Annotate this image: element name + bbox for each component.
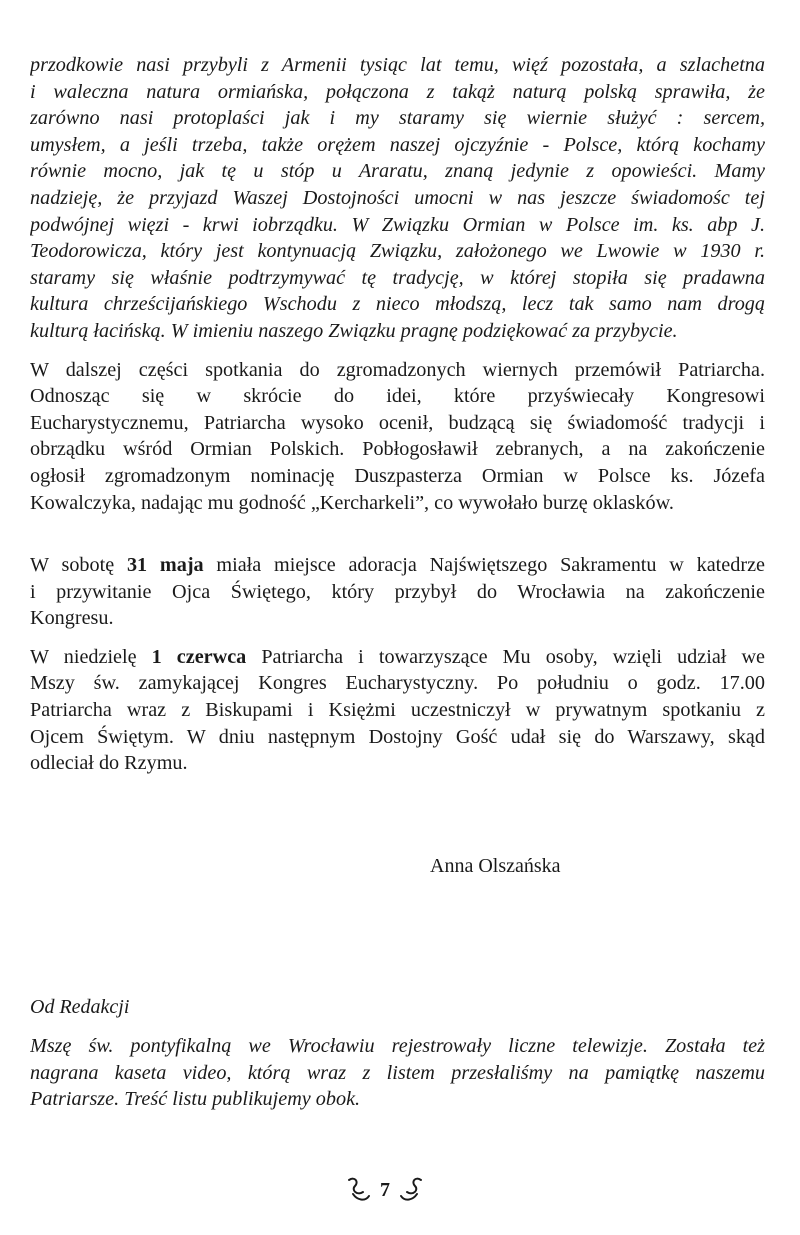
text-line: Mszę św. pontyfikalną we Wrocławiu rejestrowały liczne telewizje. Została też <box>30 1035 765 1057</box>
text-line: Patriarsze. Treść listu publikujemy obok. <box>30 1088 361 1111</box>
text-line: kultura chrześcijańskiego Wschodu z nieco młodszą, lecz tak samo nam drogą <box>30 293 765 316</box>
date-highlight: 1 czerwca <box>151 645 247 668</box>
text-line: Mszy św. zamykającej Kongres Eucharystyczny. Po południu o godz. 17.00 <box>30 672 765 695</box>
article-body <box>30 52 765 777</box>
page-number-ornament <box>345 1172 425 1206</box>
patriarch-speech-paragraph <box>30 357 765 517</box>
text-line: kulturą łacińską. W imieniu naszego Związku pragnę podziękować za przybycie. <box>30 319 678 342</box>
text-line: zarówno nasi protoplaści jak i my staramy się wiernie służyć : sercem, <box>30 107 765 130</box>
text-fragment: W niedzielę <box>30 645 152 668</box>
text-line: obrządku wśród Ormian Polskich. Pobłogosławił zebranych, a na zakończenie <box>30 438 765 461</box>
quoted-speech-paragraph <box>30 52 765 345</box>
text-line: Ojcem Świętym. W dniu następnym Dostojny Gość udał się do Warszawy, skąd <box>30 725 765 748</box>
text-line: Eucharystycznemu, Patriarcha wysoko ocenił, budzącą się świadomość tradycji i <box>30 411 765 434</box>
text-line <box>30 552 765 579</box>
text-line: Patriarcha wraz z Biskupami i Księżmi uczestniczył w prywatnym spotkaniu z <box>30 699 765 722</box>
text-line: przodkowie nasi przybyli z Armenii tysiąc lat temu, więź pozostała, a szlachetna <box>30 54 765 76</box>
date-highlight: 31 maja <box>126 554 204 577</box>
text-line: umysłem, a jeśli trzeba, także orężem naszej ojczyźnie - Polsce, którą kochamy <box>30 133 765 156</box>
editorial-note <box>30 996 765 1113</box>
text-line: Kongresu. <box>30 607 114 630</box>
editorial-heading: Od Redakcji <box>30 996 130 1018</box>
saturday-paragraph <box>30 552 765 632</box>
text-line: Teodorowicza, który jest kontynuacją Związku, założonego we Lwowie w 1930 r. <box>30 240 765 263</box>
editorial-text <box>30 1033 765 1113</box>
text-fragment: Patriarcha i towarzyszące Mu osoby, wzięli udział we <box>246 645 765 668</box>
text-line: nagrana kaseta video, którą wraz z listem przesłaliśmy na pamiątkę naszemu <box>30 1061 765 1084</box>
text-fragment: W sobotę <box>30 554 127 577</box>
text-line: staramy się właśnie podtrzymywać tę tradycję, w której stopiła się pradawna <box>30 266 765 289</box>
text-line: Odnosząc się w skrócie do idei, które przyświecały Kongresowi <box>30 385 765 408</box>
page-number: 7 <box>380 1179 390 1201</box>
text-fragment: miała miejsce adoracja Najświętszego Sakramentu w katedrze <box>203 554 765 577</box>
sunday-paragraph <box>30 644 765 777</box>
text-line: odleciał do Rzymu. <box>30 752 188 775</box>
text-line: równie mocno, jak tę u stóp u Araratu, znaną jedynie z opowieści. Mamy <box>30 160 765 183</box>
text-line: Kowalczyka, nadając mu godność „Kercharkeli”, co wywołało burzę oklasków. <box>30 491 674 514</box>
text-line: podwójnej więzi - krwi iobrządku. W Związku Ormian w Polsce im. ks. abp J. <box>30 213 765 236</box>
text-line: i waleczna natura ormiańska, połączona z takąż naturą polską sprawiła, że <box>30 80 765 103</box>
text-line: i przywitanie Ojca Świętego, który przybył do Wrocławia na zakończenie <box>30 580 765 603</box>
text-line: ogłosił zgromadzonym nominację Duszpasterza Ormian w Polsce ks. Józefa <box>30 464 765 487</box>
text-line <box>30 644 765 671</box>
text-line: nadzieję, że przyjazd Waszej Dostojności umocni w nas jeszcze świadomośc tej <box>30 186 765 209</box>
text-line: W dalszej części spotkania do zgromadzonych wiernych przemówił Patriarcha. <box>30 358 765 381</box>
author-signature: Anna Olszańska <box>430 855 561 877</box>
